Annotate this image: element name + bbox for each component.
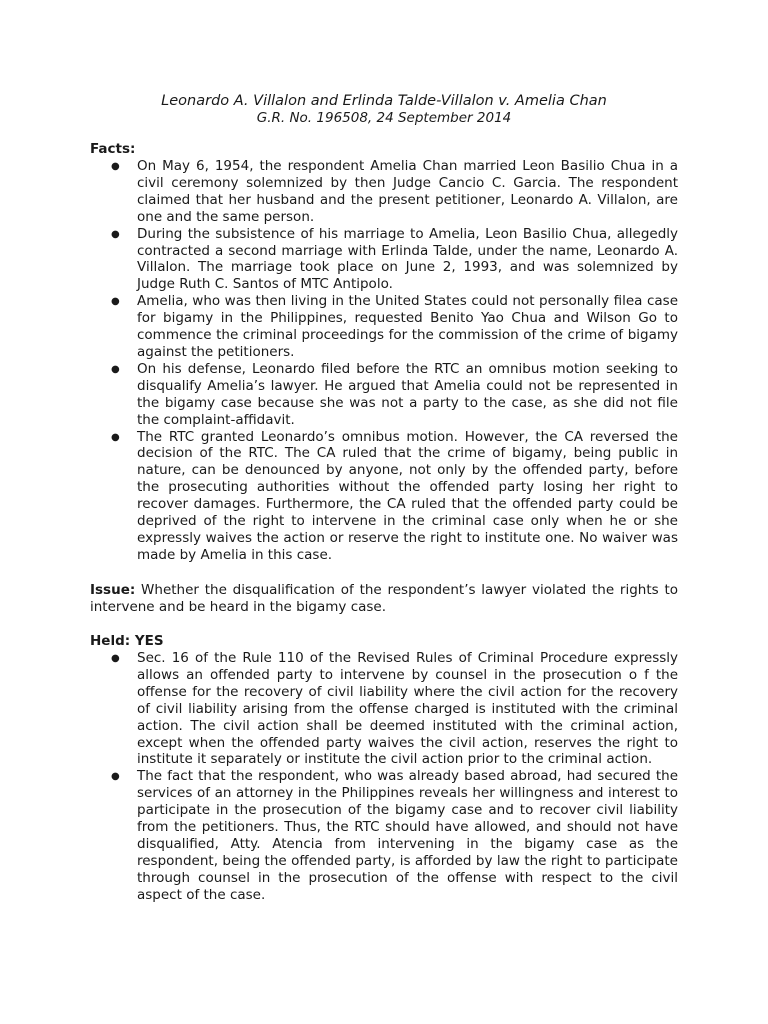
list-item bbox=[111, 225, 678, 294]
list-item-text: During the subsistence of his marriage to Amelia, Leon Basilio Chua, allegedly contracted a second marriage with Erlinda Talde, under the name, Leonardo A. Villalon. The marriage took place on June 2, 1993, and was solemnized by Judge Ruth C. Santos of MTC Antipolo. bbox=[137, 225, 678, 293]
bullet-icon: ● bbox=[111, 161, 120, 172]
case-title: Leonardo A. Villalon and Erlinda Talde-Villalon v. Amelia Chan bbox=[161, 93, 607, 109]
held-section bbox=[90, 633, 678, 904]
bullet-icon: ● bbox=[111, 431, 120, 443]
bullet-icon: ● bbox=[111, 228, 120, 240]
list-item bbox=[111, 428, 678, 564]
issue-text: Whether the disqualification of the respondent’s lawyer violated the rights to intervene and be heard in the bigamy case. bbox=[90, 582, 678, 615]
list-item bbox=[111, 768, 678, 903]
list-item-text: Amelia, who was then living in the United States could not personally filea case for bigamy in the Philippines, requested Benito Yao Chua and Wilson Go to commence the criminal proceedings for the commission of the crime of bigamy against the petitioners. bbox=[137, 293, 678, 360]
case-citation: G.R. No. 196508, 24 September 2014 bbox=[256, 110, 512, 126]
held-heading: Held: YES bbox=[90, 633, 164, 649]
bullet-icon: ● bbox=[111, 653, 120, 664]
facts-heading: Facts: bbox=[90, 141, 136, 157]
list-item-text: Sec. 16 of the Rule 110 of the Revised Rules of Criminal Procedure expressly allows an offended party to intervene by counsel in the prosecution o f the offense for the recovery of civil liability where the civil action for the recovery of civil liability arising from the offense charged is instituted with the criminal action. The civil action shall be deemed instituted with the criminal action, except when the offended party waives the civil action, reserves the right to institute it separately or institute the civil action prior to the criminal action. bbox=[137, 650, 678, 768]
list-item bbox=[111, 650, 678, 768]
held-list bbox=[90, 650, 678, 904]
list-item-text: On his defense, Leonardo filed before the RTC an omnibus motion seeking to disqualify Amelia’s lawyer. He argued that Amelia could not be represented in the bigamy case because she was not a party to the case, as she did not file the complaint-affidavit. bbox=[137, 360, 678, 428]
facts-list bbox=[90, 158, 678, 564]
facts-section bbox=[90, 141, 678, 564]
bullet-icon: ● bbox=[111, 363, 120, 375]
issue-label: Issue: bbox=[90, 582, 136, 598]
bullet-icon: ● bbox=[111, 771, 120, 783]
list-item bbox=[111, 360, 678, 429]
case-header bbox=[90, 92, 678, 127]
list-item-text: The fact that the respondent, who was already based abroad, had secured the services of an attorney in the Philippines reveals her willingness and interest to participate in the prosecution of the bigamy case and to recover civil liability from the petitioners. Thus, the RTC should have allowed, and should not have disqualified, Atty. Atencia from intervening in the bigamy case as the respondent, being the offended party, is afforded by law the right to participate through counsel in the prosecution of the offense with respect to the civil aspect of the case. bbox=[137, 768, 678, 903]
issue-paragraph bbox=[90, 582, 678, 616]
list-item bbox=[111, 158, 678, 226]
issue-section bbox=[90, 582, 678, 616]
list-item-text: The RTC granted Leonardo’s omnibus motion. However, the CA reversed the decision of the RTC. The CA ruled that the crime of bigamy, being public in nature, can be denounced by anyone, not only by the offended party, before the prosecuting authorities without the offended party losing her right to recover damages. Furthermore, the CA ruled that the offended party could be deprived of the right to intervene in the criminal case only when he or she expressly waives the action or reserve the right to institute one. No waiver was made by Amelia in this case. bbox=[137, 428, 678, 563]
bullet-icon: ● bbox=[111, 296, 120, 308]
list-item bbox=[111, 293, 678, 361]
list-item-text: On May 6, 1954, the respondent Amelia Chan married Leon Basilio Chua in a civil ceremony solemnized by then Judge Cancio C. Garcia. The respondent claimed that her husband and the present petitioner, Leonardo A. Villalon, are one and the same person. bbox=[137, 158, 678, 225]
